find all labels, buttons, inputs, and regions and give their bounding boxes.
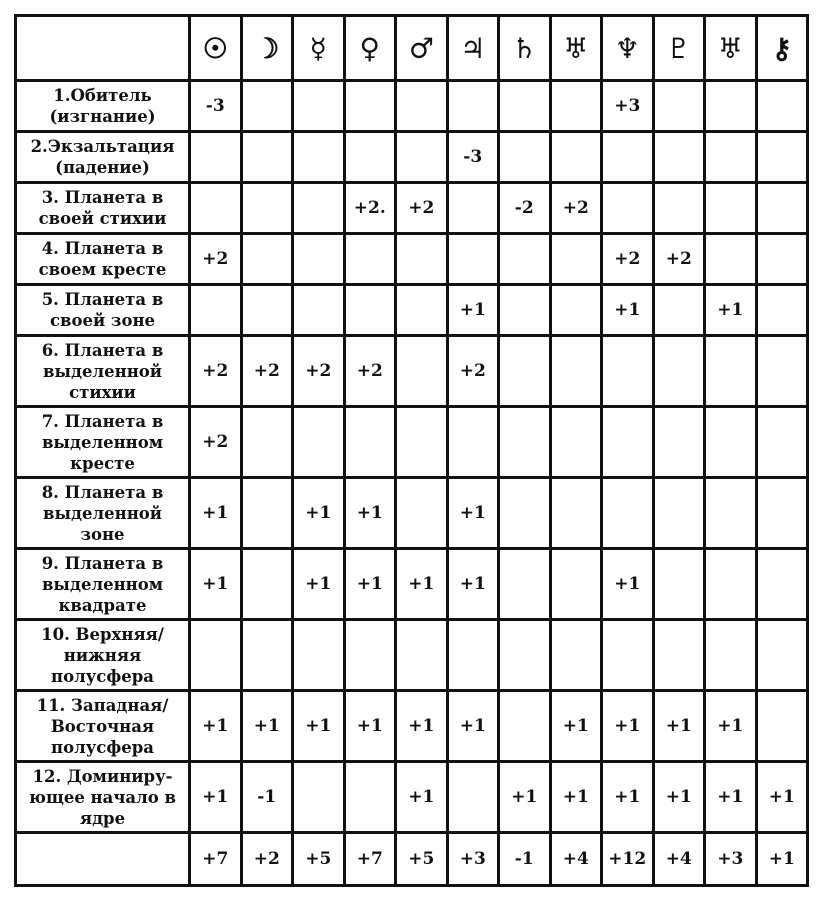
table-row [16,336,808,407]
score-cell [653,285,705,336]
score-cell [396,478,448,549]
criterion-label: 5. Планета в своей зоне [16,285,190,336]
score-cell: +1 [190,691,242,762]
score-cell: +2 [550,183,602,234]
score-cell [499,81,551,132]
score-cell [602,336,654,407]
score-cell: +1 [396,762,448,833]
score-cell [550,407,602,478]
score-cell [705,336,757,407]
score-cell [344,234,396,285]
score-cell: +1 [499,762,551,833]
total-cell: +1 [756,833,808,886]
score-cell [396,234,448,285]
score-cell: +1 [190,762,242,833]
score-cell: +2 [396,183,448,234]
score-cell [293,81,345,132]
score-cell [344,762,396,833]
score-cell [396,132,448,183]
score-cell [447,234,499,285]
planet-symbol-icon: ♇ [653,16,705,81]
score-cell [396,285,448,336]
score-cell [653,336,705,407]
score-cell [756,132,808,183]
score-cell: +1 [241,691,293,762]
score-cell [293,234,345,285]
score-cell: +2 [190,234,242,285]
table-row [16,132,808,183]
table-row [16,81,808,132]
score-cell [190,620,242,691]
score-cell [499,285,551,336]
planet-symbol-icon: ⚷ [756,16,808,81]
score-cell [653,183,705,234]
score-cell: +1 [190,549,242,620]
planet-score-table [14,14,809,887]
score-cell: +1 [602,691,654,762]
score-cell [653,620,705,691]
score-cell: +3 [602,81,654,132]
score-cell [550,234,602,285]
score-cell: +1 [344,691,396,762]
totals-label [16,833,190,886]
score-cell [447,183,499,234]
planet-symbol-icon: ♆ [602,16,654,81]
score-cell [293,620,345,691]
score-cell: +1 [602,762,654,833]
totals-row [16,833,808,886]
score-cell [653,81,705,132]
criterion-label: 8. Планета в выделенной зоне [16,478,190,549]
score-cell: +1 [396,691,448,762]
score-cell [396,407,448,478]
score-cell [602,407,654,478]
table-row [16,762,808,833]
table-row [16,620,808,691]
score-cell [499,478,551,549]
table-row [16,285,808,336]
planet-symbol-icon: ☉ [190,16,242,81]
score-cell [653,549,705,620]
score-cell [756,620,808,691]
total-cell: +3 [447,833,499,886]
score-cell [499,620,551,691]
criterion-label: 4. Планета в своем кресте [16,234,190,285]
total-cell: +3 [705,833,757,886]
planet-symbol-icon: ☿ [293,16,345,81]
criterion-label: 9. Планета в выделенном квадрате [16,549,190,620]
total-cell: +5 [293,833,345,886]
score-cell: +2 [653,234,705,285]
score-cell [241,549,293,620]
planet-symbol-icon: ♃ [447,16,499,81]
score-cell [550,620,602,691]
score-cell [550,132,602,183]
score-cell: +1 [447,691,499,762]
score-cell [499,234,551,285]
score-cell [705,549,757,620]
total-cell: +7 [190,833,242,886]
score-cell [653,478,705,549]
score-cell: +1 [293,478,345,549]
score-cell: +2 [602,234,654,285]
score-cell [396,81,448,132]
score-cell [241,620,293,691]
score-cell [705,234,757,285]
planet-symbol-icon: ♀ [344,16,396,81]
score-cell: +2 [241,336,293,407]
planet-symbol-icon: ♅ [705,16,757,81]
score-cell [499,407,551,478]
score-cell [241,285,293,336]
score-cell [447,407,499,478]
corner-cell [16,16,190,81]
score-cell: +1 [705,762,757,833]
planet-symbol-icon: ♅ [550,16,602,81]
score-cell [550,81,602,132]
score-cell: +2 [344,336,396,407]
table-row [16,478,808,549]
score-cell: +2 [190,407,242,478]
score-cell: -2 [499,183,551,234]
score-cell [190,183,242,234]
score-cell [705,407,757,478]
total-cell: -1 [499,833,551,886]
score-cell [293,132,345,183]
score-cell [756,549,808,620]
total-cell: +7 [344,833,396,886]
score-cell [756,285,808,336]
score-cell: -1 [241,762,293,833]
score-cell: +1 [447,285,499,336]
table-row [16,183,808,234]
criterion-label: 1.Обитель (изгнание) [16,81,190,132]
score-cell [499,691,551,762]
score-cell [550,549,602,620]
score-cell [241,234,293,285]
table-row [16,234,808,285]
score-cell [756,407,808,478]
score-cell [499,336,551,407]
total-cell: +5 [396,833,448,886]
score-cell [241,132,293,183]
table-row [16,407,808,478]
score-cell [499,132,551,183]
planet-symbol-icon: ♄ [499,16,551,81]
score-cell [447,81,499,132]
score-cell [241,407,293,478]
score-cell: +1 [293,691,345,762]
score-cell [653,407,705,478]
criterion-label: 2.Экзальтация (падение) [16,132,190,183]
score-cell: +1 [447,549,499,620]
total-cell: +12 [602,833,654,886]
criterion-label: 11. Западная/ Восточная полусфера [16,691,190,762]
score-cell [241,183,293,234]
score-cell: +1 [190,478,242,549]
score-cell [705,478,757,549]
score-cell [447,620,499,691]
score-cell [396,620,448,691]
score-cell [756,336,808,407]
score-cell [344,81,396,132]
score-cell [756,691,808,762]
table-row [16,691,808,762]
score-cell [756,183,808,234]
header-row [16,16,808,81]
score-cell [241,81,293,132]
score-cell: +2 [293,336,345,407]
score-cell: +1 [293,549,345,620]
score-cell [241,478,293,549]
score-cell: +2 [447,336,499,407]
criterion-label: 10. Верхняя/ нижняя полусфера [16,620,190,691]
score-cell [705,620,757,691]
score-cell: +1 [602,549,654,620]
score-cell [190,285,242,336]
score-cell [602,183,654,234]
score-cell [705,81,757,132]
total-cell: +4 [550,833,602,886]
score-cell [602,478,654,549]
table-row [16,549,808,620]
score-cell: +1 [344,478,396,549]
score-cell [550,336,602,407]
score-cell [602,132,654,183]
score-cell [293,407,345,478]
score-cell [705,132,757,183]
score-cell: +1 [653,691,705,762]
score-cell: +1 [396,549,448,620]
score-cell: +2. [344,183,396,234]
score-cell [396,336,448,407]
score-cell [190,132,242,183]
score-cell: +1 [550,691,602,762]
total-cell: +2 [241,833,293,886]
planet-symbol-icon: ☽ [241,16,293,81]
score-cell [550,478,602,549]
score-cell [499,549,551,620]
score-cell: +1 [447,478,499,549]
criterion-label: 7. Планета в выделенном кресте [16,407,190,478]
score-cell [602,620,654,691]
score-cell [550,285,602,336]
total-cell: +4 [653,833,705,886]
score-cell [344,407,396,478]
score-cell: +1 [653,762,705,833]
score-cell: +1 [602,285,654,336]
score-cell [756,478,808,549]
planet-symbol-icon: ♂ [396,16,448,81]
score-cell [293,285,345,336]
score-cell: +1 [756,762,808,833]
score-cell: +1 [705,691,757,762]
score-cell [344,620,396,691]
score-cell: +2 [190,336,242,407]
score-cell: +1 [705,285,757,336]
score-cell: -3 [190,81,242,132]
score-cell: +1 [550,762,602,833]
criterion-label: 12. Доминиру- ющее начало в ядре [16,762,190,833]
score-cell: -3 [447,132,499,183]
score-cell [705,183,757,234]
score-cell [293,762,345,833]
score-cell: +1 [344,549,396,620]
score-cell [447,762,499,833]
criterion-label: 6. Планета в выделенной стихии [16,336,190,407]
score-cell [344,285,396,336]
criterion-label: 3. Планета в своей стихии [16,183,190,234]
score-cell [344,132,396,183]
score-cell [756,81,808,132]
score-cell [293,183,345,234]
score-cell [653,132,705,183]
score-cell [756,234,808,285]
